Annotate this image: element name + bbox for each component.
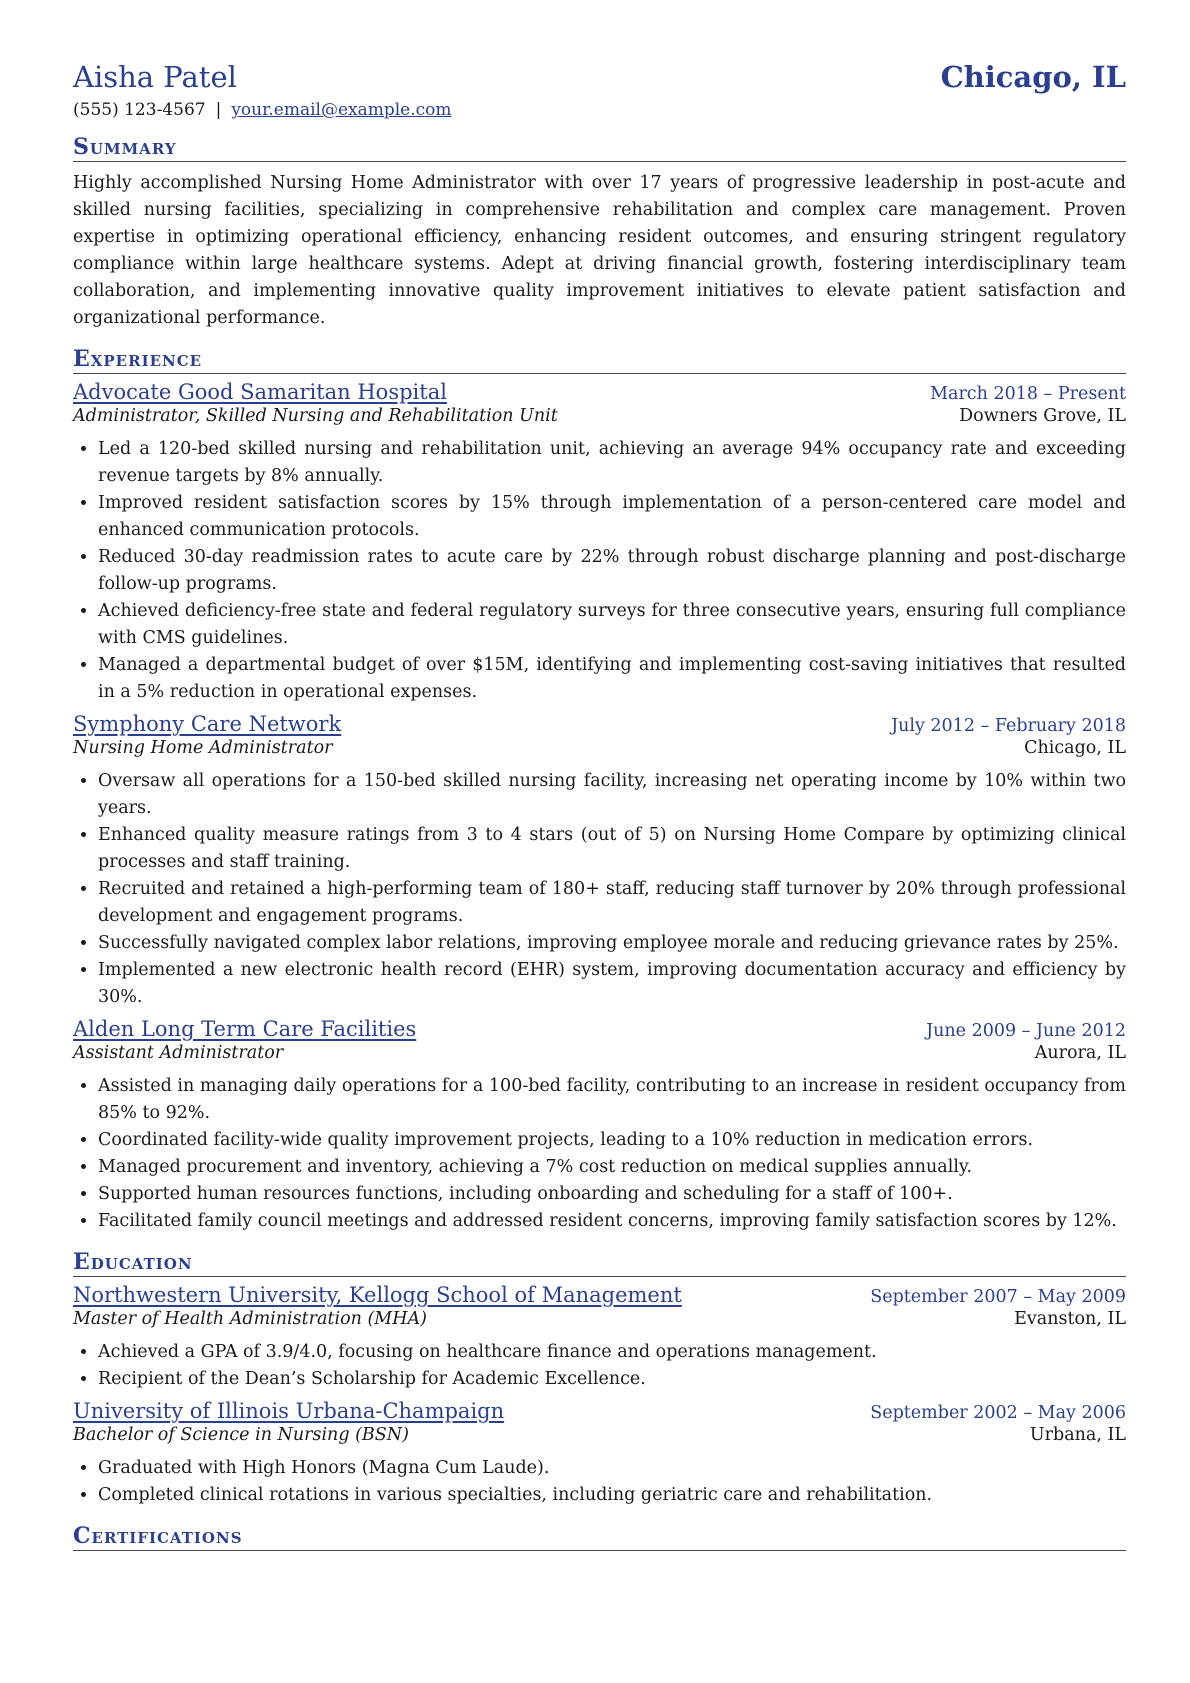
organization-link[interactable]: University of Illinois Urbana-Champaign (73, 1399, 505, 1423)
organization-link[interactable]: Advocate Good Samaritan Hospital (73, 380, 447, 404)
bullet-item: • Graduated with High Honors (Magna Cum Laude). (98, 1455, 1126, 1482)
contact-separator: | (215, 100, 222, 120)
entry-heading (73, 1017, 1126, 1041)
entry-dates: September 2002 – May 2006 (870, 1403, 1126, 1423)
entry-heading (73, 712, 1126, 736)
entry-subheading (73, 738, 1126, 758)
bullet-item: • Oversaw all operations for a 150-bed skilled nursing facility, increasing net operating income by 10% within two years. (98, 768, 1126, 822)
entry-role: Assistant Administrator (73, 1043, 284, 1063)
bullet-item: • Successfully navigated complex labor relations, improving employee morale and reducing grievance rates by 25%. (98, 930, 1126, 957)
bullet-list (73, 436, 1126, 706)
resume-entry (73, 712, 1126, 1011)
section-title-certifications: Certifications (73, 1523, 1126, 1551)
entry-dates: September 2007 – May 2009 (870, 1287, 1126, 1307)
entry-place: Evanston, IL (1014, 1309, 1126, 1329)
entry-dates: July 2012 – February 2018 (891, 716, 1126, 736)
organization-link[interactable]: Northwestern University, Kellogg School of Management (73, 1283, 682, 1307)
contact-line (73, 100, 1126, 120)
bullet-item: • Assisted in managing daily operations for a 100-bed facility, contributing to an increase in resident occupancy from 85% to 92%. (98, 1073, 1126, 1127)
phone-number: (555) 123-4567 (73, 100, 206, 120)
entry-heading (73, 1399, 1126, 1423)
bullet-list (73, 1339, 1126, 1393)
experience-list (73, 380, 1126, 1235)
entry-place: Downers Grove, IL (959, 406, 1126, 426)
bullet-list (73, 1455, 1126, 1509)
entry-subheading (73, 1309, 1126, 1329)
entry-heading (73, 380, 1126, 404)
entry-heading (73, 1283, 1126, 1307)
bullet-item: • Managed procurement and inventory, achieving a 7% cost reduction on medical supplies annually. (98, 1154, 1126, 1181)
bullet-item: • Supported human resources functions, including onboarding and scheduling for a staff of 100+. (98, 1181, 1126, 1208)
entry-role: Bachelor of Science in Nursing (BSN) (73, 1425, 409, 1445)
entry-place: Urbana, IL (1029, 1425, 1126, 1445)
entry-place: Chicago, IL (1024, 738, 1126, 758)
resume-entry (73, 1283, 1126, 1393)
organization-link[interactable]: Symphony Care Network (73, 712, 342, 736)
bullet-item: • Achieved deficiency-free state and federal regulatory surveys for three consecutive years, ensuring full compliance with CMS guidelines. (98, 598, 1126, 652)
bullet-item: • Recipient of the Dean’s Scholarship for Academic Excellence. (98, 1366, 1126, 1393)
entry-role: Administrator, Skilled Nursing and Rehabilitation Unit (73, 406, 558, 426)
entry-subheading (73, 406, 1126, 426)
resume-header (73, 60, 1126, 94)
entry-dates: March 2018 – Present (930, 384, 1126, 404)
bullet-item: • Improved resident satisfaction scores by 15% through implementation of a person-centered care model and enhanced communication protocols. (98, 490, 1126, 544)
bullet-item: • Enhanced quality measure ratings from 3 to 4 stars (out of 5) on Nursing Home Compare by optimizing clinical processes and staff training. (98, 822, 1126, 876)
organization-link[interactable]: Alden Long Term Care Facilities (73, 1017, 417, 1041)
bullet-item: • Coordinated facility-wide quality improvement projects, leading to a 10% reduction in medication errors. (98, 1127, 1126, 1154)
entry-place: Aurora, IL (1034, 1043, 1126, 1063)
section-title-experience: Experience (73, 346, 1126, 374)
resume-entry (73, 380, 1126, 706)
resume-entry (73, 1399, 1126, 1509)
bullet-item: • Implemented a new electronic health record (EHR) system, improving documentation accuracy and efficiency by 30%. (98, 957, 1126, 1011)
email-link[interactable]: your.email@example.com (231, 100, 452, 120)
bullet-item: • Managed a departmental budget of over $15M, identifying and implementing cost-saving initiatives that resulted in a 5% reduction in operational expenses. (98, 652, 1126, 706)
candidate-name: Aisha Patel (73, 60, 237, 94)
bullet-list (73, 1073, 1126, 1235)
education-list (73, 1283, 1126, 1509)
candidate-location: Chicago, IL (940, 60, 1126, 94)
resume-page (73, 60, 1126, 1551)
entry-subheading (73, 1043, 1126, 1063)
bullet-item: • Achieved a GPA of 3.9/4.0, focusing on healthcare finance and operations management. (98, 1339, 1126, 1366)
entry-dates: June 2009 – June 2012 (926, 1021, 1126, 1041)
entry-subheading (73, 1425, 1126, 1445)
section-title-summary: Summary (73, 134, 1126, 162)
bullet-item: • Reduced 30-day readmission rates to acute care by 22% through robust discharge planning and post-discharge follow-up programs. (98, 544, 1126, 598)
summary-text: Highly accomplished Nursing Home Administrator with over 17 years of progressive leadership in post-acute and skilled nursing facilities, specializing in comprehensive rehabilitation and complex care management. Proven expertise in optimizing operational efficiency, enhancing resident outcomes, and ensuring stringent regulatory compliance within large healthcare systems. Adept at driving financial growth, fostering interdisciplinary team collaboration, and implementing innovative quality improvement initiatives to elevate patient satisfaction and organizational performance. (73, 173, 1126, 328)
bullet-item: • Recruited and retained a high-performing team of 180+ staff, reducing staff turnover by 20% through professional development and engagement programs. (98, 876, 1126, 930)
entry-role: Master of Health Administration (MHA) (73, 1309, 427, 1329)
entry-role: Nursing Home Administrator (73, 738, 333, 758)
resume-entry (73, 1017, 1126, 1235)
bullet-item: • Facilitated family council meetings and addressed resident concerns, improving family satisfaction scores by 12%. (98, 1208, 1126, 1235)
bullet-list (73, 768, 1126, 1011)
section-title-education: Education (73, 1249, 1126, 1277)
bullet-item: • Led a 120-bed skilled nursing and rehabilitation unit, achieving an average 94% occupancy rate and exceeding revenue targets by 8% annually. (98, 436, 1126, 490)
bullet-item: • Completed clinical rotations in various specialties, including geriatric care and rehabilitation. (98, 1482, 1126, 1509)
